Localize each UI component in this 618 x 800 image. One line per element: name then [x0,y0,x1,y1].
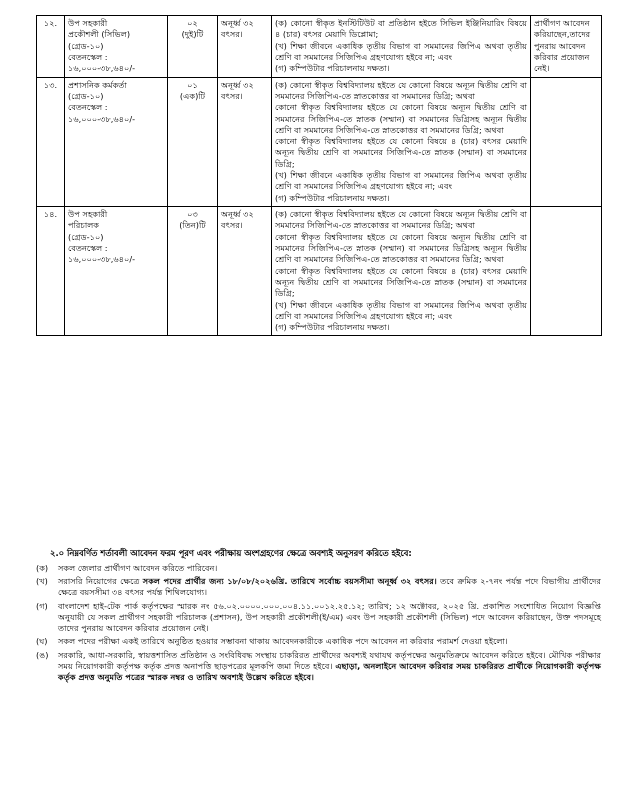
post-count-cell [168,77,218,206]
age-limit-cell [218,16,272,78]
post-name-line: পরিচালক [68,220,100,231]
age-limit-line: বৎসর। [221,90,243,101]
conditions-section [36,548,601,686]
condition-text [58,601,601,635]
post-count-cell [168,16,218,78]
qualification-line: (ক) কোনো স্বীকৃত ইনস্টিটিউট বা প্রতিষ্ঠান হইতে সিভিল ইঞ্জিনিয়ারিং বিষয়ে ৪ (চার) বৎসর মেয়াদি ডিপ্লোমা; [275,18,527,40]
age-limit-line: অনূর্ধ্ব ৩২ [221,18,254,28]
table-row [37,77,602,206]
post-count-line: (এক)টি [179,90,206,101]
condition-item [36,650,601,684]
condition-text-bold: সকল পদের প্রার্থীর জন্য ১৮/০৮/২০২৬খ্রি. তারিখে সর্বোচ্চ বয়সসীমা অনূর্ধ্ব ৩২ বৎসর। [142,575,437,586]
posts-table [36,15,602,336]
condition-text-part: সকল পদের পরীক্ষা একই তারিখে অনুষ্ঠিত হওয়ার সম্ভাবনা থাকায় আবেদনকারীকে একাধিক পদে আবেদন না করিবার পরামর্শ দেওয়া হইলো। [58,636,508,647]
post-name-line: (গ্রেড-১০) [68,40,104,51]
age-limit-line: বৎসর। [221,220,243,231]
remark-cell [531,16,602,78]
qualification-line: কোনো স্বীকৃত বিশ্ববিদ্যালয় হইতে যে কোনো বিষয়ে ৪ (চার) বৎসর মেয়াদি অন্যূন দ্বিতীয় শ্রেণি বা সমমানের সিজিপিএ-তে স্নাতক (সম্মান) বা সমমানের ডিগ্রি; [275,136,527,169]
post-name-line: ১৬,০০০-৩৮,৬৪০/- [68,63,136,74]
condition-text-part: সরাসরি নিয়োগের ক্ষেত্রে [58,575,143,586]
condition-item [36,576,601,599]
condition-text-part: বাংলাদেশ হাই-টেক পার্ক কর্তৃপক্ষের স্মারক নং ৫৬.০২.০০০০.০০০.০০৪.১১.০০১২.২৫.১২; তারিখ; ১২ অক্টোবর, ২০২৫ খ্রি. প্রকাশিত সংশোধিত নিয়োগ বিজ্ঞপ্তি অনুযায়ী যে সকল প্রার্থীগণ সহকারী পরিচালক (প্রশাসন), উপ সহকারী প্রকৌশলী(ই/এম) এবং উপ সহকারী প্রকৌশলী (সিভিল) পদে আবেদন করিয়াছেন, উক্ত পদসমূহে তাদের পুনরায় আবেদন করিবার প্রয়োজন নেই। [58,600,601,634]
post-count-line: ০২ [187,18,198,28]
condition-label: (ঙ) [36,649,49,660]
post-name-line: উপ সহকারী [68,18,108,28]
condition-text [58,576,601,599]
post-count-line: (তিন)টি [179,220,206,231]
remark-line: প্রার্থীগণ আবেদন করিয়াছেন,তাদের পুনরায় আবেদন করিবার প্রয়োজন নেই। [534,18,591,74]
serial-cell: ১২. [37,16,65,78]
conditions-title: ২.০ নিম্নবর্ণিত শর্তাবলী আবেদন ফরম পূরণ এবং পরীক্ষায় অংশগ্রহণের ক্ষেত্রে অবশ্যই অনুসরণ করিতে হইবে: [50,548,412,558]
age-limit-cell [218,207,272,336]
post-count-line: (দুই)টি [181,29,204,40]
condition-text-part: সরকারি, আধা-সরকারি, স্বায়ত্তশাসিত প্রতিষ্ঠান ও সংবিধিবদ্ধ সংস্থায় চাকরিরত প্রার্থীদের অবশ্যই যথাযথ কর্তৃপক্ষের অনুমতিক্রমে আবেদন করিতে হইবে। মৌখিক পরীক্ষার সময় নিয়োগকারী কর্তৃপক্ষ কর্তৃক প্রদত্ত অনাপত্তি ছাড়পত্রের মূলকপি জমা দিতে হইবে। [58,649,601,672]
qualification-line: (খ) শিক্ষা জীবনে একাধিক তৃতীয় বিভাগ বা সমমানের জিপিএ অথবা তৃতীয় শ্রেণি বা সমমানের সিজিপিএ গ্রহণযোগ্য হইবে না; এবং [275,299,527,321]
condition-text [58,563,601,574]
age-limit-cell [218,77,272,206]
qualification-cell [272,207,531,336]
post-name-line: প্রশাসনিক কর্মকর্তা [68,79,127,90]
condition-text [58,650,601,684]
condition-item [36,636,601,647]
post-name-line: উপ সহকারী [68,209,108,219]
age-limit-line: অনূর্ধ্ব ৩২ [221,209,254,219]
table-row [37,207,602,336]
condition-text-bold: এছাড়া, অনলাইনে আবেদন করিবার সময় চাকরিরত প্রার্থীকে নিয়োগকারী কর্তৃপক্ষ কর্তৃক প্রদত্ত অনুমতি পত্রের স্মারক নম্বর ও তারিখ অবশ্যই উল্লেখ করিতে হইবে। [58,661,601,683]
age-limit-line: অনূর্ধ্ব ৩২ [221,79,254,90]
qualification-line: (ক) কোনো স্বীকৃত বিশ্ববিদ্যালয় হইতে যে কোনো বিষয়ে অন্যূন দ্বিতীয় শ্রেণি বা সমমানের সিজিপিএ-তে স্নাতকোত্তর বা সমমানের ডিগ্রি; অথবা [275,209,527,231]
qualification-line: (গ) কম্পিউটার পরিচালনায় দক্ষতা। [275,192,390,203]
post-count-cell [168,207,218,336]
qualification-line: কোনো স্বীকৃত বিশ্ববিদ্যালয় হইতে যে কোনো বিষয়ে অন্যূন দ্বিতীয় শ্রেণি বা সমমানের সিজিপিএ-তে স্নাতক (সম্মান) বা সমমানের ডিগ্রিসহ অন্যূন দ্বিতীয় শ্রেণি বা সমমানের সিজিপিএ-তে স্নাতকোত্তর বা সমমানের ডিগ্রি; অথবা [275,231,527,265]
post-name-line: (গ্রেড-১০) [68,90,104,101]
post-count-line: ০১ [187,79,198,90]
age-limit-line: বৎসর। [221,29,243,40]
post-name-line: বেতনস্কেল : [68,242,108,253]
condition-label: (ঘ) [36,636,48,647]
qualification-line: (খ) শিক্ষা জীবনে একাধিক তৃতীয় বিভাগ বা সমমানের জিপিএ অথবা তৃতীয় শ্রেণি বা সমমানের সিজিপিএ গ্রহণযোগ্য হইবে না; এবং [275,170,527,192]
post-name-line: বেতনস্কেল : [68,51,108,62]
post-name-cell [65,77,168,206]
condition-text-part: তবে ক্রমিক ২-৭নং পর্যন্ত পদে বিভাগীয় প্রার্থীদের ক্ষেত্রে বয়সসীমা ৩৪ বৎসর পর্যন্ত শিথিলযোগ্য। [58,575,601,598]
qualification-line: (ক) কোনো স্বীকৃত বিশ্ববিদ্যালয় হইতে যে কোনো বিষয়ে অন্যূন দ্বিতীয় শ্রেণি বা সমমানের সিজিপিএ-তে স্নাতকোত্তর বা সমমানের ডিগ্রি; অথবা [275,79,527,101]
remark-cell [531,207,602,336]
post-name-line: প্রকৌশলী (সিভিল) [68,29,131,40]
serial-cell: ১৪. [37,207,65,336]
qualification-line: (খ) শিক্ষা জীবনে একাধিক তৃতীয় বিভাগ বা সমমানের জিপিএ অথবা তৃতীয় শ্রেণি বা সমমানের সিজিপিএ গ্রহণযোগ্য হইবে না; এবং [275,40,527,62]
post-count-line: ০৩ [187,209,198,219]
condition-label: (গ) [36,600,48,611]
condition-item [36,563,601,574]
qualification-line: (গ) কম্পিউটার পরিচালনায় দক্ষতা। [275,63,390,74]
table-row [37,16,602,78]
condition-label: (খ) [36,575,48,586]
serial-cell: ১৩. [37,77,65,206]
conditions-list [36,563,601,684]
post-name-line: (গ্রেড-১০) [68,231,104,242]
qualification-cell [272,16,531,78]
post-name-cell [65,207,168,336]
condition-text-part: সকল জেলার প্রার্থীগণ আবেদন করিতে পারিবেন। [58,562,218,573]
qualification-line: (গ) কম্পিউটার পরিচালনায় দক্ষতা। [275,322,390,333]
condition-text [58,636,601,647]
condition-label: (ক) [36,562,49,573]
qualification-cell [272,77,531,206]
condition-item [36,601,601,635]
post-name-line: ১৬,০০০-৩৮,৬৪০/- [68,113,136,124]
remark-cell [531,77,602,206]
post-name-cell [65,16,168,78]
posts-table-body [37,16,602,336]
post-name-line: বেতনস্কেল : [68,102,108,113]
qualification-line: কোনো স্বীকৃত বিশ্ববিদ্যালয় হইতে যে কোনো বিষয়ে ৪ (চার) বৎসর মেয়াদি অন্যূন দ্বিতীয় শ্রেণি বা সমমানের সিজিপিএ-তে স্নাতক (সম্মান) বা সমমানের ডিগ্রি; [275,265,527,299]
qualification-line: কোনো স্বীকৃত বিশ্ববিদ্যালয় হইতে যে কোনো বিষয়ে অন্যূন দ্বিতীয় শ্রেণি বা সমমানের সিজিপিএ-তে স্নাতক (সম্মান) বা সমমানের ডিগ্রিসহ অন্যূন দ্বিতীয় শ্রেণি বা সমমানের সিজিপিএ-তে স্নাতকোত্তর বা সমমানের ডিগ্রি; অথবা [275,102,527,135]
post-name-line: ১৬,০০০-৩৮,৬৪০/- [68,254,136,265]
